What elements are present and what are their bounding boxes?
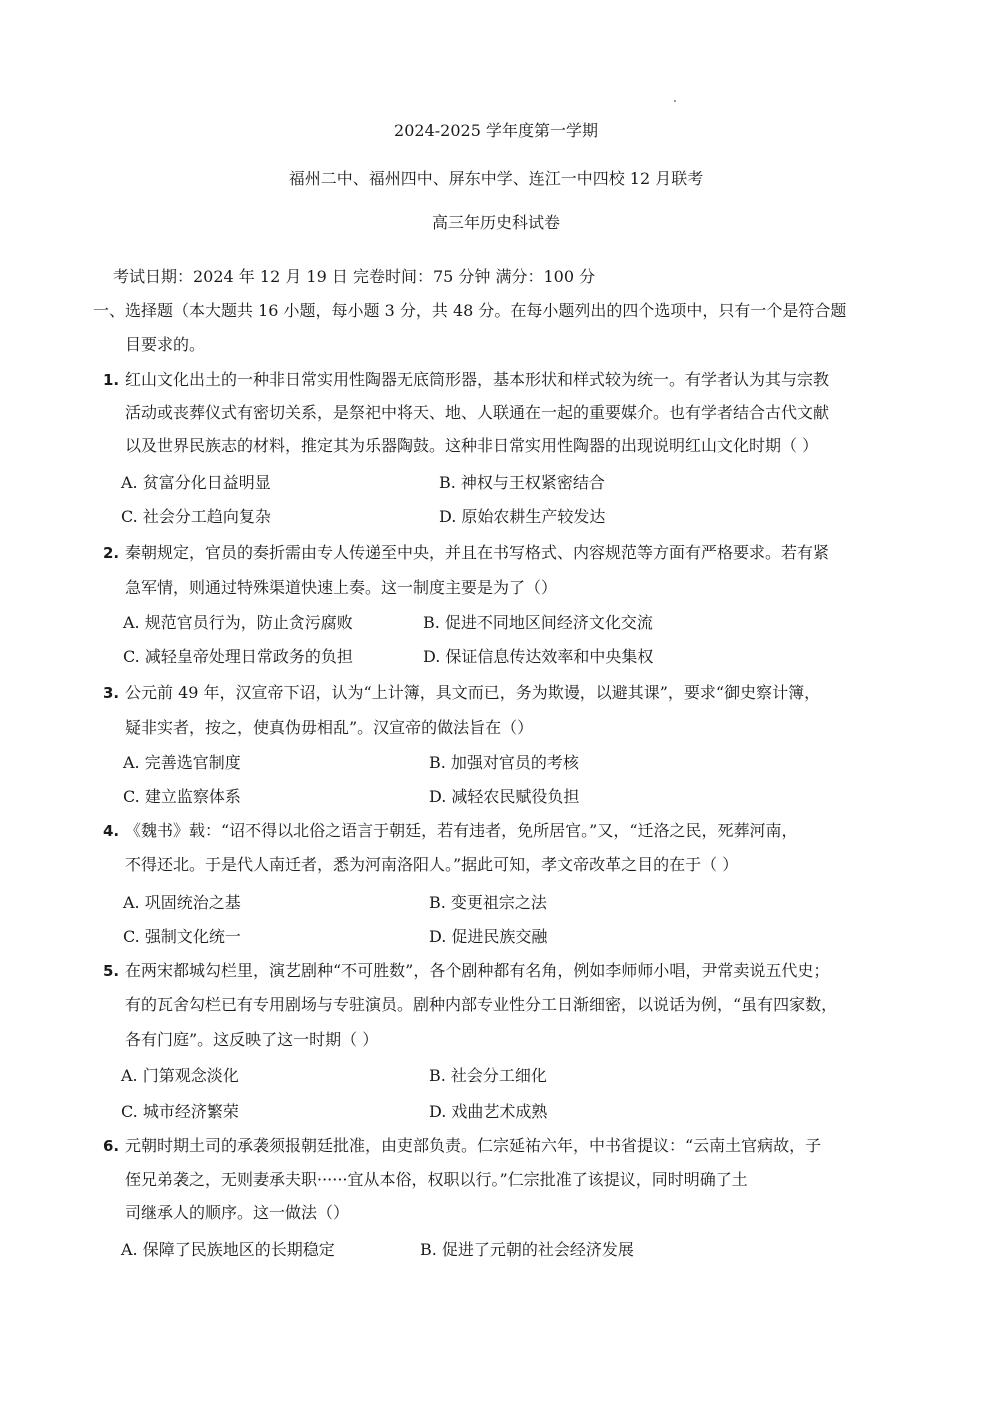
question-2-option-b: B. 促进不同地区间经济文化交流 [423,613,653,632]
scan-dot [674,100,676,102]
question-4-line-2: 不得还北。于是代人南迁者，悉为河南洛阳人。”据此可知，孝文帝改革之目的在于（ ） [125,855,739,874]
section-instructions-cont: 目要求的。 [125,335,206,354]
question-3-line-1: 公元前 49 年，汉宣帝下诏，认为“上计簿，具文而已，务为欺谩，以避其课”，要求“御史察计簿， [125,683,821,702]
question-2-line-1: 秦朝规定，官员的奏折需由专人传递至中央，并且在书写格式、内容规范等方面有严格要求。若有紧 [125,543,830,562]
question-3-line-2: 疑非实者，按之，使真伪毋相乱”。汉宣帝的做法旨在（） [125,718,534,737]
question-6-line-2: 侄兄弟袭之，无则妻承夫职······宜从本俗，权职以行。”仁宗批准了该提议，同时明确了土 [125,1170,748,1189]
header-title: 高三年历史科试卷 [431,213,560,232]
question-6-line-3: 司继承人的顺序。这一做法（） [125,1203,350,1222]
question-1-number: 1. [103,371,120,389]
question-4-option-a: A. 巩固统治之基 [123,893,241,912]
section-instructions: 一、选择题（本大题共 16 小题，每小题 3 分，共 48 分。在每小题列出的四个选项中，只有一个是符合题 [93,301,847,320]
exam-info: 考试日期：2024 年 12 月 19 日 完卷时间：75 分钟 满分：100 分 [113,267,596,286]
question-3-option-a: A. 完善选官制度 [123,753,241,772]
question-5-option-d: D. 戏曲艺术成熟 [429,1102,548,1121]
question-6-option-b: B. 促进了元朝的社会经济发展 [420,1240,634,1259]
question-2-option-d: D. 保证信息传达效率和中央集权 [423,647,654,666]
question-2-option-c: C. 减轻皇帝处理日常政务的负担 [123,647,353,666]
question-1-option-a: A. 贫富分化日益明显 [121,473,271,492]
question-5-line-2: 有的瓦舍勾栏已有专用剧场与专驻演员。剧种内部专业性分工日渐细密，以说话为例，“虽有四家数， [125,995,838,1014]
header-year: 2024-2025 学年度第一学期 [394,121,598,140]
question-4-number: 4. [103,822,120,840]
header-schools: 福州二中、福州四中、屏东中学、连江一中四校 12 月联考 [288,169,704,188]
question-3-option-c: C. 建立监察体系 [123,787,241,806]
question-3-option-d: D. 减轻农民赋役负担 [429,787,580,806]
question-2-option-a: A. 规范官员行为，防止贪污腐败 [123,613,353,632]
question-6-option-a: A. 保障了民族地区的长期稳定 [121,1240,335,1259]
question-1-option-d: D. 原始农耕生产较发达 [439,507,606,526]
question-2-number: 2. [103,544,120,562]
question-1-line-2: 活动或丧葬仪式有密切关系，是祭祀中将天、地、人联通在一起的重要媒介。也有学者结合古代文献 [125,403,830,422]
question-1-option-b: B. 神权与王权紧密结合 [439,473,605,492]
question-5-option-a: A. 门第观念淡化 [121,1066,239,1085]
question-5-line-1: 在两宋都城勾栏里，演艺剧种“不可胜数”，各个剧种都有名角，例如李师师小唱，尹常卖说五代史； [125,961,830,980]
question-3-number: 3. [103,684,120,702]
question-4-option-b: B. 变更祖宗之法 [429,893,547,912]
question-4-option-d: D. 促进民族交融 [429,927,548,946]
question-5-number: 5. [103,962,120,980]
question-4-option-c: C. 强制文化统一 [123,927,241,946]
question-4-line-1: 《魏书》载：“诏不得以北俗之语言于朝廷，若有违者，免所居官。”又，“迁洛之民，死葬河南， [125,821,798,840]
question-6-number: 6. [103,1137,120,1155]
question-3-option-b: B. 加强对官员的考核 [429,753,579,772]
question-2-line-2: 急军情，则通过特殊渠道快速上奏。这一制度主要是为了（） [125,578,558,597]
question-1-line-1: 红山文化出土的一种非日常实用性陶器无底筒形器，基本形状和样式较为统一。有学者认为其与宗教 [125,370,830,389]
question-5-line-3: 各有门庭”。这反映了这一时期（ ） [125,1030,379,1049]
question-1-option-c: C. 社会分工趋向复杂 [121,507,271,526]
question-5-option-c: C. 城市经济繁荣 [121,1102,239,1121]
question-1-line-3: 以及世界民族志的材料，推定其为乐器陶鼓。这种非日常实用性陶器的出现说明红山文化时期（ ） [125,436,819,455]
question-5-option-b: B. 社会分工细化 [429,1066,547,1085]
question-6-line-1: 元朝时期土司的承袭须报朝廷批准，由吏部负责。仁宗延祐六年，中书省提议：“云南土官病故，子 [125,1136,822,1155]
